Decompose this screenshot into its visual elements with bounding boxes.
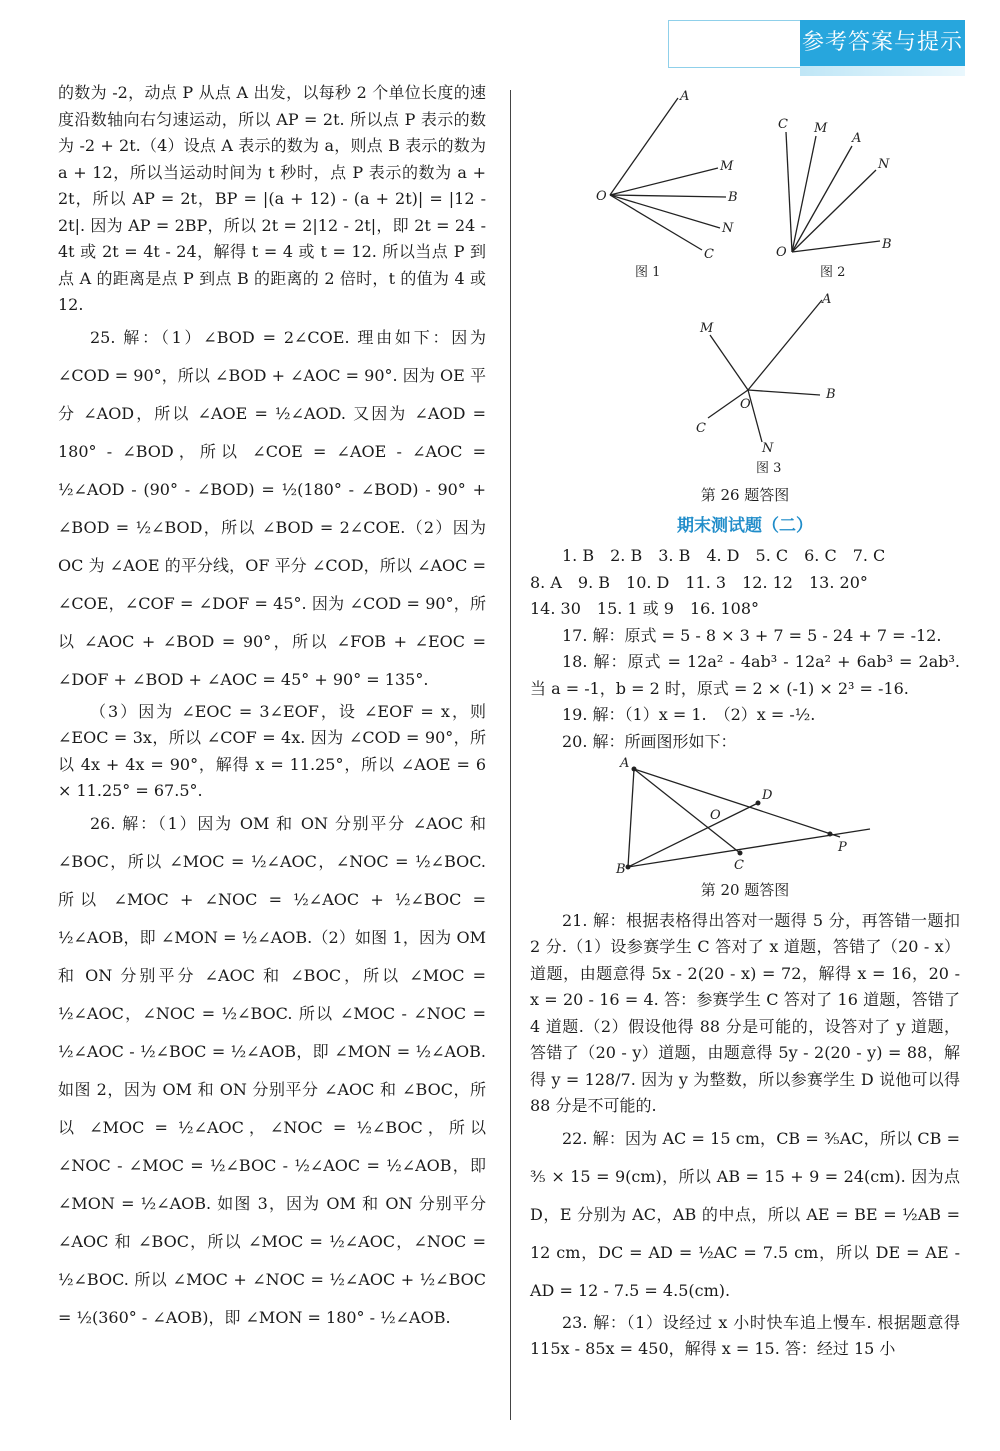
ray-ob — [748, 390, 820, 395]
ray-oc — [786, 132, 792, 252]
figure-caption: 图 2 — [820, 265, 846, 280]
label: D — [762, 788, 773, 803]
header-banner: 参考答案与提示 — [800, 20, 965, 66]
figure-26-svg — [530, 80, 960, 480]
label: N — [878, 157, 890, 172]
label: M — [720, 159, 734, 174]
ray-om — [710, 335, 748, 390]
label: B — [616, 862, 626, 875]
label: C — [704, 247, 714, 262]
figure-2 — [776, 117, 892, 280]
left-para-1: 的数为 -2，动点 P 从点 A 出发，以每秒 2 个单位长度的速度沿数轴向右匀速运动，所以 AP = 2t. 所以点 P 表示的数为 -2 + 2t.（4）设点 A 表示的数为 a，则点 B 表示的数为 a + 12，所以当运动时间为 t 秒时，点 P 表示的数为 a + 2t，所以 AP = 2t，BP = |(a + 12) - (a + 2t)| = |12 - 2t|. 因为 AP = 2BP，所以 2t = 2|12 - 2t|，即 2t = 24 - 4t 或 2t = 4t - 24，解得 t = 4 或 t = 12. 所以当点 P 到点 A 的距离是点 P 到点 B 的距离的 2 倍时，t 的值为 4 或 12. — [58, 83, 486, 314]
label: C — [734, 858, 744, 873]
ray-ob — [610, 195, 726, 197]
point-d — [756, 801, 761, 806]
line-ap — [634, 769, 840, 837]
q17: 17. 解：原式 = 5 - 8 × 3 + 7 = 5 - 24 + 7 = -12. — [562, 625, 942, 645]
label: B — [826, 387, 836, 402]
figure-26-caption: 第 26 题答图 — [700, 486, 790, 504]
header-stripe — [800, 66, 965, 76]
answers-row-3: 14. 30 15. 1 或 9 16. 108° — [530, 599, 760, 618]
left-para-4: 26. 解：（1）因为 OM 和 ON 分别平分 ∠AOC 和 ∠BOC，所以 ∠MOC = ½∠AOC，∠NOC = ½∠BOC. 所以 ∠MOC + ∠NOC = ½∠AOC + ½∠BOC = ½∠AOB，即 ∠MON = ½∠AOB.（2）如图 1，因为 OM 和 ON 分别平分 ∠AOC 和 ∠BOC，所以 ∠MOC = ½∠AOC，∠NOC = ½∠BOC. 所以 ∠MOC - ∠NOC = ½∠AOC - ½∠BOC = ½∠AOB，即 ∠MON = ½∠AOB. 如图 2，因为 OM 和 ON 分别平分 ∠AOC 和 ∠BOC，所以 ∠MOC = ½∠AOC，∠NOC = ½∠BOC，所以 ∠NOC - ∠MOC = ½∠BOC - ½∠AOC = ½∠AOB，即 ∠MON = ½∠AOB. 如图 3，因为 OM 和 ON 分别平分 ∠AOC 和 ∠BOC，所以 ∠MOC = ½∠AOC，∠NOC = ½∠BOC. 所以 ∠MOC + ∠NOC = ½∠AOC + ½∠BOC = ½(360° - ∠AOB)，即 ∠MON = 180° - ½∠AOB. — [58, 813, 486, 1327]
segment-ac — [634, 769, 740, 853]
q22: 22. 解：因为 AC = 15 cm，CB = ⅗AC，所以 CB = ⅗ × 15 = 9(cm)，所以 AB = 15 + 9 = 24(cm). 因为点 D，E 分别为 AC，AB 的中点，所以 AE = BE = ½AB = 12 cm，DC = AD = ½AC = 7.5 cm，所以 DE = AE - AD = 12 - 7.5 = 4.5(cm). — [530, 1128, 960, 1300]
q20: 20. 解：所画图形如下： — [562, 731, 737, 751]
q19: 19. 解：（1）x = 1. （2）x = -½. — [562, 705, 816, 724]
header-tab — [668, 20, 804, 68]
point-b — [626, 865, 631, 870]
label: A — [620, 756, 630, 771]
label: B — [882, 237, 892, 252]
label: O — [710, 808, 721, 823]
q21: 21. 解：根据表格得出答对一题得 5 分，再答错一题扣 2 分.（1）设参赛学生 C 答对了 x 道题，答错了（20 - x）道题，由题意得 5x - 2(20 - x) = 72，解得 x = 16，20 - x = 20 - 16 = 4. 答：参赛学生 C 答对了 16 道题，答错了 4 道题.（2）假设他得 88 分是可能的，设答对了 y 道题，答错了（20 - y）道题，由题意得 5y - 2(20 - y) = 88，解得 y = 128/7. 因为 y 为整数，所以参赛学生 D 说他可以得 88 分是不可能的. — [530, 910, 960, 1115]
label: A — [852, 131, 862, 146]
q18: 18. 解：原式 = 12a² - 4ab³ - 12a² + 6ab³ = 2ab³. 当 a = -1，b = 2 时，原式 = 2 × (-1) × 2³ = -16. — [530, 652, 960, 698]
ray-oa — [792, 146, 852, 252]
label: M — [814, 121, 828, 136]
label: O — [740, 397, 751, 412]
line-bp — [628, 829, 870, 867]
left-column — [58, 80, 486, 1337]
label: N — [722, 221, 734, 236]
ray-oc — [610, 195, 702, 250]
point-a — [632, 767, 637, 772]
answers-row-1: 1. B 2. B 3. B 4. D 5. C 6. C 7. C — [562, 546, 886, 565]
label: N — [762, 441, 774, 456]
figure-caption: 图 3 — [756, 461, 782, 476]
label: A — [680, 89, 690, 104]
figure-3 — [696, 292, 836, 476]
segment-ab — [628, 769, 634, 867]
label: M — [700, 321, 714, 336]
ray-ob — [792, 241, 880, 252]
answers-row-2: 8. A 9. B 10. D 11. 3 12. 12 13. 20° — [530, 572, 868, 592]
point-c — [738, 851, 743, 856]
left-para-2: 25. 解：（1）∠BOD = 2∠COE. 理由如下：因为 ∠COD = 90°，所以 ∠BOD + ∠AOC = 90°. 因为 OE 平分 ∠AOD，所以 ∠AOE = ½∠AOD. 又因为 ∠AOD = 180° - ∠BOD，所以 ∠COE = ∠AOE - ∠AOC = ½∠AOD - (90° - ∠BOD) = ½(180° - ∠BOD) - 90° + ∠BOD = ½∠BOD，所以 ∠BOD = 2∠COE.（2）因为 OC 为 ∠AOE 的平分线，OF 平分 ∠COD，所以 ∠AOC = ∠COE，∠COF = ∠DOF = 45°. 因为 ∠COD = 90°，所以 ∠AOC + ∠BOD = 90°，所以 ∠FOB + ∠EOC = ∠DOF + ∠BOD + ∠AOC = 45° + 90° = 135°. — [58, 327, 486, 689]
figure-1 — [596, 89, 738, 280]
label: O — [596, 189, 607, 204]
section-title: 期末测试题（二） — [677, 515, 813, 536]
label: A — [822, 292, 832, 307]
label: O — [776, 245, 787, 260]
figure-20 — [530, 755, 960, 875]
figure-caption: 图 1 — [635, 265, 661, 280]
label: B — [728, 190, 738, 205]
label: C — [778, 117, 788, 132]
point-p — [828, 832, 833, 837]
left-para-3: （3）因为 ∠EOC = 3∠EOF，设 ∠EOF = x，则 ∠EOC = 3x，所以 ∠COF = 4x. 因为 ∠COD = 90°，所以 4x + 4x = 90°，解得 x = 11.25°，所以 ∠AOE = 6 × 11.25° = 67.5°. — [58, 701, 486, 800]
ray-oa — [748, 300, 822, 390]
figure-20-caption: 第 20 题答图 — [700, 881, 790, 899]
q23: 23. 解：（1）设经过 x 小时快车追上慢车. 根据题意得 115x - 85x = 450，解得 x = 15. 答：经过 15 小 — [530, 1312, 960, 1358]
label: C — [696, 421, 706, 436]
ray-on — [792, 170, 876, 252]
figure-26-block — [530, 80, 960, 480]
label: P — [838, 840, 847, 855]
right-column — [530, 80, 960, 1363]
column-divider — [510, 90, 511, 1420]
ray-om — [792, 136, 816, 252]
ray-on — [610, 195, 720, 228]
